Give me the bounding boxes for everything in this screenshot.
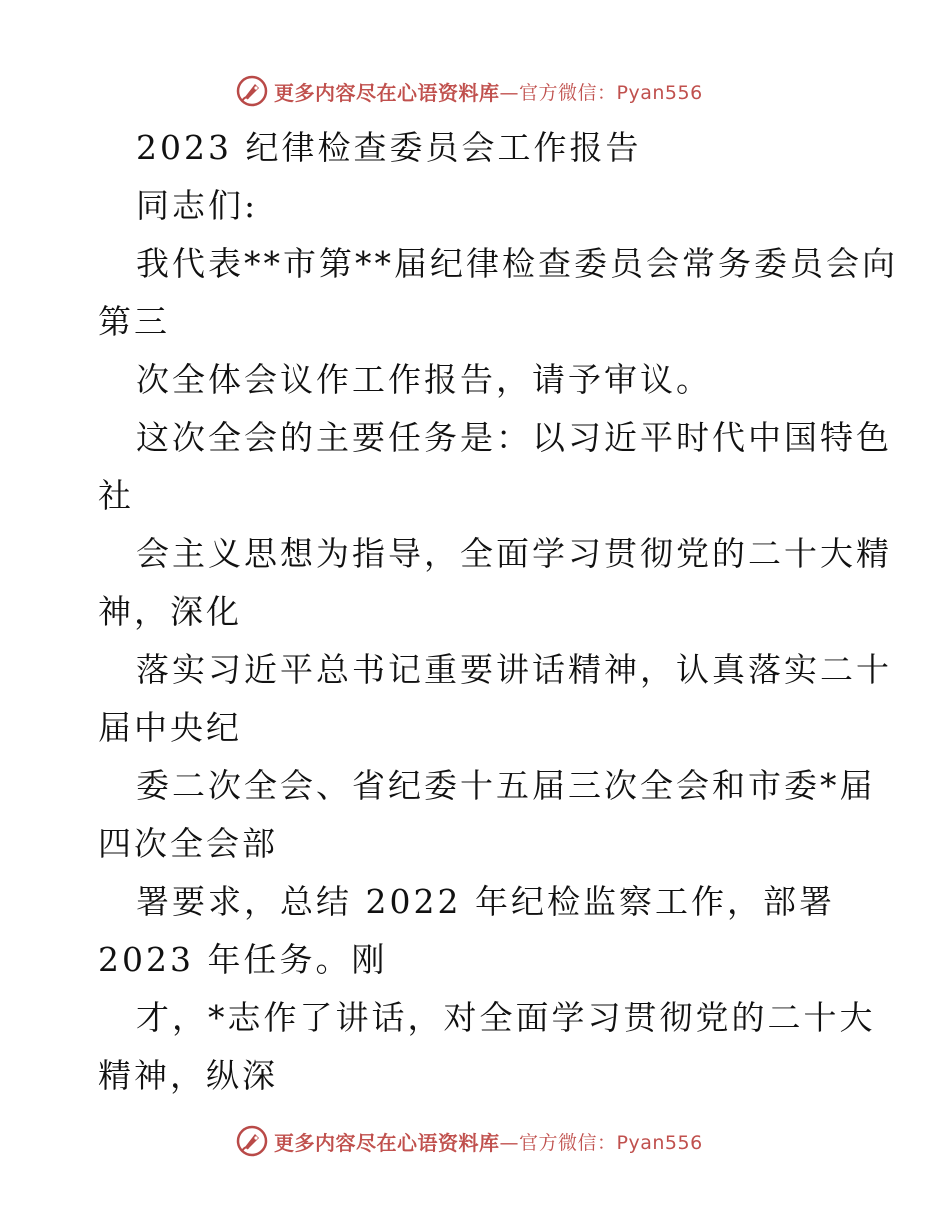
pen-nib-logo-icon (236, 1125, 268, 1157)
paragraph-line: 委二次全会、省纪委十五届三次全会和市委*届 (136, 766, 876, 805)
watermark-wechat-text: —官方微信：Pyan556 (499, 1131, 703, 1154)
paragraph-line: 精神，纵深 (98, 1056, 278, 1095)
paragraph-line: 第三 (98, 302, 170, 341)
document-title: 2023 纪律检查委员会工作报告 (136, 128, 642, 167)
watermark-wechat-text: —官方微信：Pyan556 (499, 81, 703, 104)
paragraph-line: 神，深化 (98, 592, 242, 631)
paragraph-line: 署要求，总结 2022 年纪检监察工作，部署 (136, 882, 835, 921)
watermark-main-text: 更多内容尽在心语资料库 (274, 80, 500, 105)
watermark-banner-bottom (236, 1124, 703, 1158)
pen-nib-logo-icon (236, 75, 268, 107)
paragraph-line: 四次全会部 (98, 824, 278, 863)
paragraph-line: 落实习近平总书记重要讲话精神，认真落实二十 (136, 650, 892, 689)
paragraph-line: 届中央纪 (98, 708, 242, 747)
paragraph-line: 这次全会的主要任务是：以习近平时代中国特色 (136, 418, 892, 457)
paragraph-line: 才，*志作了讲话，对全面学习贯彻党的二十大 (136, 998, 876, 1037)
watermark-main-text: 更多内容尽在心语资料库 (274, 1130, 500, 1155)
paragraph-line: 会主义思想为指导，全面学习贯彻党的二十大精 (136, 534, 892, 573)
paragraph-line: 社 (98, 476, 134, 515)
paragraph-line: 次全体会议作工作报告，请予审议。 (136, 360, 712, 399)
paragraph-line: 同志们: (136, 186, 259, 225)
watermark-banner-top (236, 74, 703, 108)
paragraph-line: 我代表**市第**届纪律检查委员会常务委员会向 (136, 244, 898, 283)
paragraph-line: 2023 年任务。刚 (98, 940, 388, 979)
